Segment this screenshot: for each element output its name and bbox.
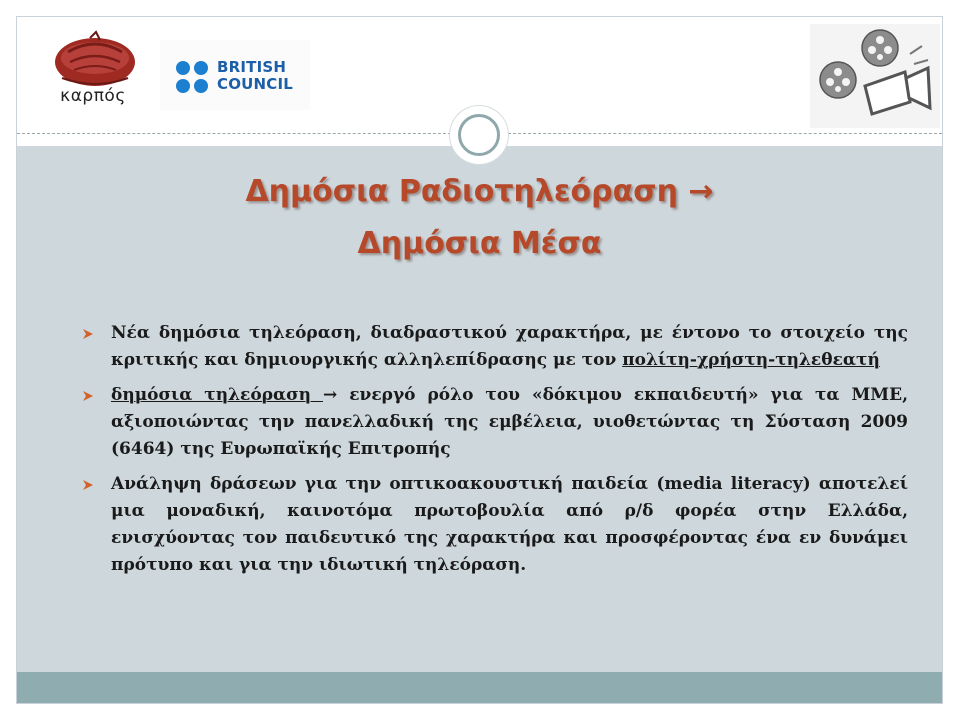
- arrow-bullet-icon: [82, 479, 94, 491]
- british-council-line1: BRITISH: [217, 58, 287, 76]
- ring-ornament-inner: [458, 114, 500, 156]
- karpos-logo-text: καρπός: [60, 86, 126, 106]
- arrow-bullet-icon: [82, 328, 94, 340]
- slide-title-line1: Δημόσια Ραδιοτηλεόραση →: [245, 174, 714, 209]
- bullet-text: → ενεργό ρόλο του «δόκιμου εκπαιδευτή» για τα ΜΜΕ, αξιοποιώντας την πανελλαδική της εμβέλεια, υιοθετώντας τη Σύσταση 2009 (6464) της Ευρωπαϊκής Επιτροπής: [111, 385, 908, 459]
- british-council-line2: COUNCIL: [217, 75, 294, 93]
- bullet-item: [78, 320, 908, 374]
- british-council-logo: [160, 40, 310, 110]
- bullet-underlined-text: πολίτη-χρήστη-τηλεθεατή: [622, 350, 880, 370]
- british-council-dots-icon: [175, 60, 211, 96]
- british-council-wordmark: [217, 59, 293, 93]
- bullet-item: [78, 471, 908, 579]
- film-reels-icon: [810, 24, 940, 128]
- bullet-underlined-text: δημόσια τηλεόραση: [111, 385, 323, 405]
- slide-title-line2: Δημόσια Μέσα: [357, 226, 602, 261]
- footer-bar: [17, 672, 942, 703]
- ring-ornament: [450, 106, 508, 164]
- arrow-bullet-icon: [82, 390, 94, 402]
- bullet-text: Νέα δημόσια τηλεόραση, διαδραστικού χαρακτήρα, με έντονο το στοιχείο της κριτικής και δημιουργικής αλληλεπίδρασης με τον: [111, 323, 908, 370]
- bullet-text: Ανάληψη δράσεων για την οπτικοακουστική παιδεία (media literacy) αποτελεί μια μοναδική, καινοτόμα πρωτοβουλία από ρ/δ φορέα στην Ελλάδα, ενισχύοντας τον παιδευτικό της χαρακτήρα και προσφέροντας ένα εν δυνάμει πρότυπο και για την ιδιωτική τηλεόραση.: [111, 474, 908, 575]
- slide-title: [17, 166, 942, 270]
- bullet-item: [78, 382, 908, 463]
- film-reels-logo: [810, 24, 940, 128]
- bullet-list: [78, 320, 908, 587]
